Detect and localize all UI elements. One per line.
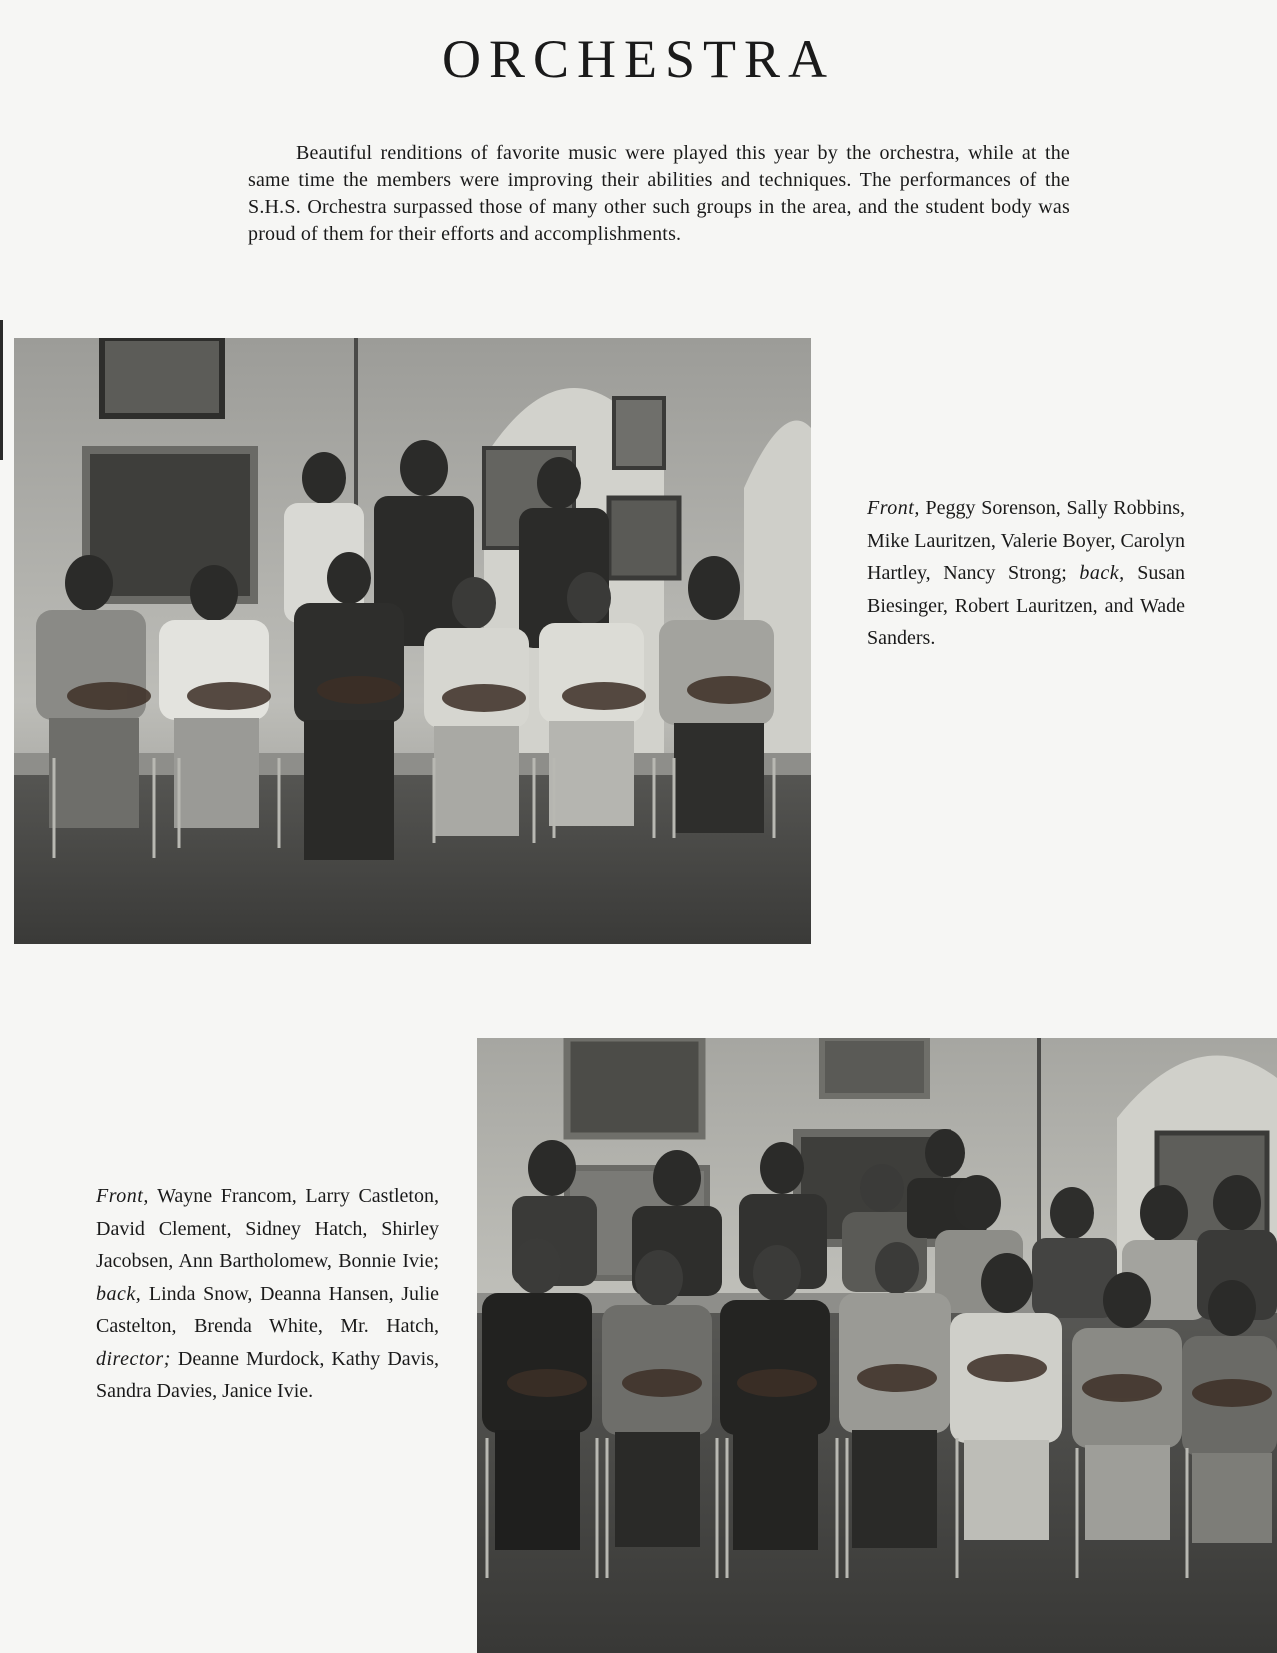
caption-1-front-names: Peggy Sorenson, Sally Robbins, Mike Lauritzen, Valerie Boyer, Carolyn Hartley, Nancy Strong; bbox=[867, 497, 1185, 584]
intro-paragraph bbox=[248, 140, 1070, 248]
caption-1-back-names: Susan Biesinger, Robert Lauritzen, and Wade Sanders. bbox=[867, 562, 1185, 649]
page-title: ORCHESTRA bbox=[441, 29, 836, 89]
orchestra-photo-2-image bbox=[477, 1038, 1277, 1653]
caption-2-back-names: Linda Snow, Deanna Hansen, Julie Castelton, Brenda White, Mr. Hatch, bbox=[96, 1282, 439, 1337]
caption-2-director-after: Deanne Murdock, Kathy Davis, Sandra Davies, Janice Ivie. bbox=[96, 1347, 439, 1402]
orchestra-photo-1-image bbox=[14, 338, 811, 944]
caption-2-front-names: Wayne Francom, Larry Castleton, David Clement, Sidney Hatch, Shirley Jacobsen, Ann Bartholomew, Bonnie Ivie; bbox=[96, 1185, 439, 1272]
caption-1-front-label: Front, bbox=[867, 497, 920, 519]
photo-1-caption bbox=[867, 492, 1185, 655]
orchestra-photo-1 bbox=[14, 338, 811, 944]
caption-1-back-label: back, bbox=[1079, 562, 1125, 584]
intro-text: Beautiful renditions of favorite music were played this year by the orchestra, while at the same time the members were improving their abilities and techniques. The performances of the S.H.S. Orchestra surpassed those of many other such groups in the area, and the student body was proud of them for their efforts and accomplishments. bbox=[248, 142, 1070, 245]
caption-2-front-label: Front, bbox=[96, 1185, 149, 1207]
orchestra-photo-2 bbox=[477, 1038, 1277, 1653]
photo-2-caption bbox=[96, 1180, 439, 1408]
caption-2-back-label: back, bbox=[96, 1282, 142, 1305]
page-binding-edge bbox=[0, 320, 3, 460]
caption-2-director-label: director; bbox=[96, 1347, 171, 1370]
